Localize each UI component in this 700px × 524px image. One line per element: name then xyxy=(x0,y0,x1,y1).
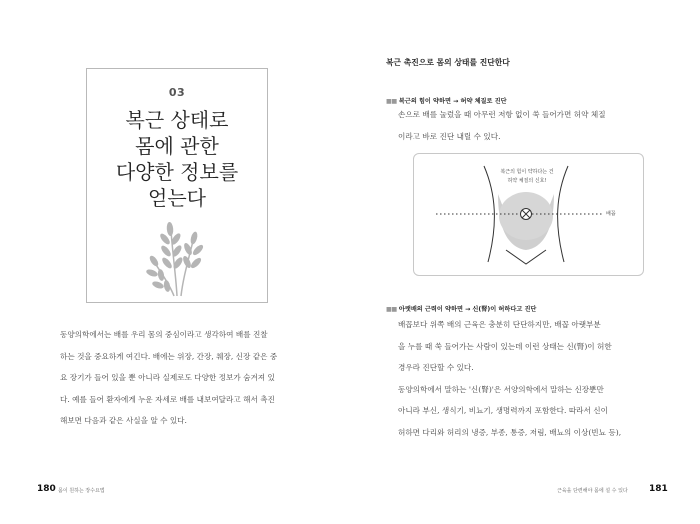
navel-label: 배꼽 xyxy=(606,211,616,217)
running-head-right: 근육을 단련해야 몸에 설 수 있다 xyxy=(557,488,628,494)
chapter-number: 03 xyxy=(168,86,186,99)
left-body-text: 동양의학에서는 배를 우리 몸의 중심이라고 생각하여 배를 진찰 하는 것을 중요하게 여긴다. 배에는 위장, 간장, 췌장, 신장 같은 중 요 장기가 들어 있을 뿐 아니라 실제로도 다양한 정보가 숨겨져 있 다. 예를 들어 환자에게 누운 자세로 배를 내보여달라고 해서 촉진 해보면 다음과 같은 사실을 알 수 있다. xyxy=(60,330,278,425)
wheat-illustration-icon xyxy=(143,217,213,297)
page-number-left: 180 xyxy=(37,484,56,494)
subheading-2 xyxy=(386,304,536,313)
chapter-title-line: 몸에 관한 xyxy=(135,134,219,158)
diagram-caption-line: 허약 체질의 신호! xyxy=(507,178,547,184)
chapter-title-line: 얻는다 xyxy=(148,186,206,210)
abdomen-diagram xyxy=(413,153,644,276)
page-number-right: 181 xyxy=(649,484,668,494)
subsection-2-body: 배꼽보다 위쪽 배의 근육은 충분히 단단하지만, 배꼽 아랫부분 을 누를 때 쑥 들어가는 사람이 있는데 이런 상태는 신(腎)이 허한 경우라 진단할 수 있다. 동양의학에서 말하는 '신(腎)'은 서양의학에서 말하는 신장뿐만 아니라 부신, 생식기, 비뇨기, 생명력까지 포함한다. 따라서 신이 허하면 다리와 허리의 냉증, 부종, 통증, 저림, 배뇨의 이상(빈뇨 등), xyxy=(398,320,622,437)
subheading-marker: ■■ xyxy=(386,98,397,105)
chapter-title-line: 복근 상태로 xyxy=(125,108,229,132)
running-head-left: 몸이 원하는 장수요법 xyxy=(58,488,105,494)
subheading-marker: ■■ xyxy=(386,306,397,313)
chapter-title xyxy=(87,107,267,211)
chapter-title-box xyxy=(86,68,268,303)
section-title: 복근 촉진으로 몸의 상태를 진단한다 xyxy=(386,58,510,67)
diagram-caption xyxy=(494,168,560,186)
subheading-text: 복근의 힘이 약하면 → 허약 체질로 진단 xyxy=(398,98,507,105)
diagram-caption-line: 복근의 힘이 약하다는 건 xyxy=(500,169,554,175)
subheading-text: 아랫배의 근력이 약하면 → 신(腎)이 허하다고 진단 xyxy=(398,306,537,313)
subsection-1-body: 손으로 배를 눌렀을 때 아무런 저항 없이 쑥 들어가면 허약 체질 이라고 바로 진단 내릴 수 있다. xyxy=(398,110,606,141)
chapter-title-line: 다양한 정보를 xyxy=(115,160,239,184)
